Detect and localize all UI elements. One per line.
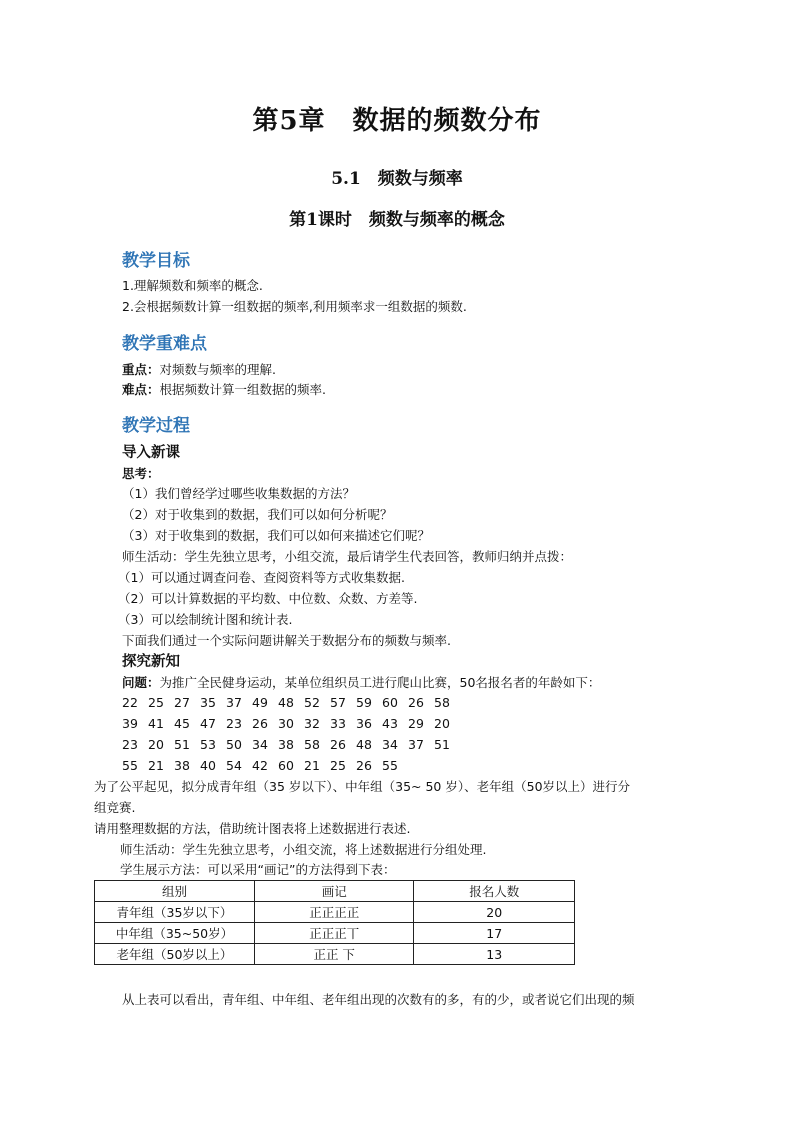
key-text: 对频数与频率的理解.: [159, 362, 276, 377]
age-value: 51: [434, 737, 450, 752]
age-value: 39: [122, 716, 138, 731]
age-value: 38: [174, 758, 190, 773]
group-cell: 青年组（35岁以下）: [95, 902, 255, 923]
goals-heading: 教学目标: [122, 251, 190, 271]
explore-heading: 探究新知: [122, 654, 180, 670]
age-value: 33: [330, 716, 346, 731]
table-row: [95, 902, 575, 923]
intro-heading: 导入新课: [122, 445, 180, 461]
table-header: 画记: [254, 881, 414, 902]
age-value: 45: [174, 716, 190, 731]
goal-item: 1.理解频数和频率的概念.: [122, 278, 263, 293]
age-value: 59: [356, 695, 372, 710]
count-cell: 17: [414, 923, 575, 944]
age-row: [122, 714, 460, 734]
age-value: 41: [148, 716, 164, 731]
grouping-text: 为了公平起见，拟分成青年组（35 岁以下）、中年组（35~ 50 岁）、老年组（50岁以上）进行分: [94, 779, 631, 794]
answer-item: （2）可以计算数据的平均数、中位数、众数、方差等.: [118, 591, 418, 606]
age-value: 25: [330, 758, 346, 773]
age-value: 34: [252, 737, 268, 752]
age-value: 53: [200, 737, 216, 752]
age-value: 48: [356, 737, 372, 752]
section-title: 5.1 频数与频率: [331, 169, 463, 189]
answer-item: （1）可以通过调查问卷、查阅资料等方式收集数据.: [118, 570, 405, 585]
age-value: 20: [434, 716, 450, 731]
age-value: 30: [278, 716, 294, 731]
age-value: 42: [252, 758, 268, 773]
age-value: 35: [200, 695, 216, 710]
question-item: （1）我们曾经学过哪些收集数据的方法？: [122, 486, 355, 501]
age-row: [122, 735, 460, 755]
key-label: 重点：: [122, 362, 160, 377]
age-value: 52: [304, 695, 320, 710]
age-row: [122, 756, 408, 776]
age-row: [122, 693, 460, 713]
chapter-title: 第5章 数据的频数分布: [252, 106, 542, 136]
age-value: 51: [174, 737, 190, 752]
answer-item: （3）可以绘制统计图和统计表.: [118, 612, 293, 627]
conclusion-text: 从上表可以看出，青年组、中年组、老年组出现的次数有的多，有的少，或者说它们出现的频: [122, 992, 635, 1007]
keypoints-heading: 教学重难点: [122, 334, 207, 354]
age-value: 27: [174, 695, 190, 710]
age-value: 40: [200, 758, 216, 773]
age-value: 20: [148, 737, 164, 752]
age-value: 36: [356, 716, 372, 731]
group-cell: 中年组（35~50岁）: [95, 923, 255, 944]
age-value: 55: [122, 758, 138, 773]
age-value: 57: [330, 695, 346, 710]
age-value: 26: [252, 716, 268, 731]
table-row: [95, 923, 575, 944]
age-value: 60: [278, 758, 294, 773]
age-value: 34: [382, 737, 398, 752]
age-value: 26: [408, 695, 424, 710]
problem-label: 问题：: [122, 675, 160, 690]
tally-table: [94, 880, 575, 965]
age-value: 60: [382, 695, 398, 710]
age-value: 26: [330, 737, 346, 752]
problem-text: 为推广全民健身运动，某单位组织员工进行爬山比赛，50名报名者的年龄如下：: [159, 675, 601, 690]
display-text: 学生展示方法：可以采用“画记”的方法得到下表：: [120, 862, 396, 877]
count-cell: 20: [414, 902, 575, 923]
tally-cell: 正正正丅: [254, 923, 414, 944]
lesson-title: 第1课时 频数与频率的概念: [289, 210, 505, 230]
age-value: 23: [226, 716, 242, 731]
tally-cell: 正正正正: [254, 902, 414, 923]
age-value: 25: [148, 695, 164, 710]
age-value: 37: [226, 695, 242, 710]
age-value: 32: [304, 716, 320, 731]
age-value: 38: [278, 737, 294, 752]
activity2-text: 师生活动：学生先独立思考，小组交流，将上述数据进行分组处理.: [120, 842, 487, 857]
age-value: 29: [408, 716, 424, 731]
transition-text: 下面我们通过一个实际问题讲解关于数据分布的频数与频率.: [122, 633, 451, 648]
age-value: 47: [200, 716, 216, 731]
goal-item: 2.会根据频数计算一组数据的频率,利用频率求一组数据的频数.: [122, 299, 467, 314]
age-value: 23: [122, 737, 138, 752]
age-value: 48: [278, 695, 294, 710]
table-header: 报名人数: [414, 881, 575, 902]
process-heading: 教学过程: [122, 416, 190, 436]
question-item: （3）对于收集到的数据，我们可以如何来描述它们呢？: [122, 528, 430, 543]
age-value: 55: [382, 758, 398, 773]
grouping-text-cont: 组竞赛.: [94, 800, 136, 815]
group-cell: 老年组（50岁以上）: [95, 944, 255, 965]
table-header-row: [95, 881, 575, 902]
age-value: 49: [252, 695, 268, 710]
age-value: 43: [382, 716, 398, 731]
key-point: [122, 360, 276, 380]
age-value: 58: [304, 737, 320, 752]
age-value: 54: [226, 758, 242, 773]
table-row: [95, 944, 575, 965]
activity-text: 师生活动：学生先独立思考，小组交流，最后请学生代表回答，教师归纳并点拨：: [122, 549, 573, 564]
question-item: （2）对于收集到的数据，我们可以如何分析呢？: [122, 507, 393, 522]
age-value: 50: [226, 737, 242, 752]
age-value: 26: [356, 758, 372, 773]
age-value: 22: [122, 695, 138, 710]
age-value: 58: [434, 695, 450, 710]
difficulty-point: [122, 380, 326, 400]
age-value: 21: [148, 758, 164, 773]
age-value: 37: [408, 737, 424, 752]
difficulty-label: 难点：: [122, 382, 160, 397]
count-cell: 13: [414, 944, 575, 965]
table-header: 组别: [95, 881, 255, 902]
problem-statement: [122, 673, 600, 693]
request-text: 请用整理数据的方法，借助统计图表将上述数据进行表述.: [94, 821, 411, 836]
think-label: 思考：: [122, 466, 160, 481]
difficulty-text: 根据频数计算一组数据的频率.: [159, 382, 326, 397]
tally-cell: 正正 下: [254, 944, 414, 965]
age-value: 21: [304, 758, 320, 773]
